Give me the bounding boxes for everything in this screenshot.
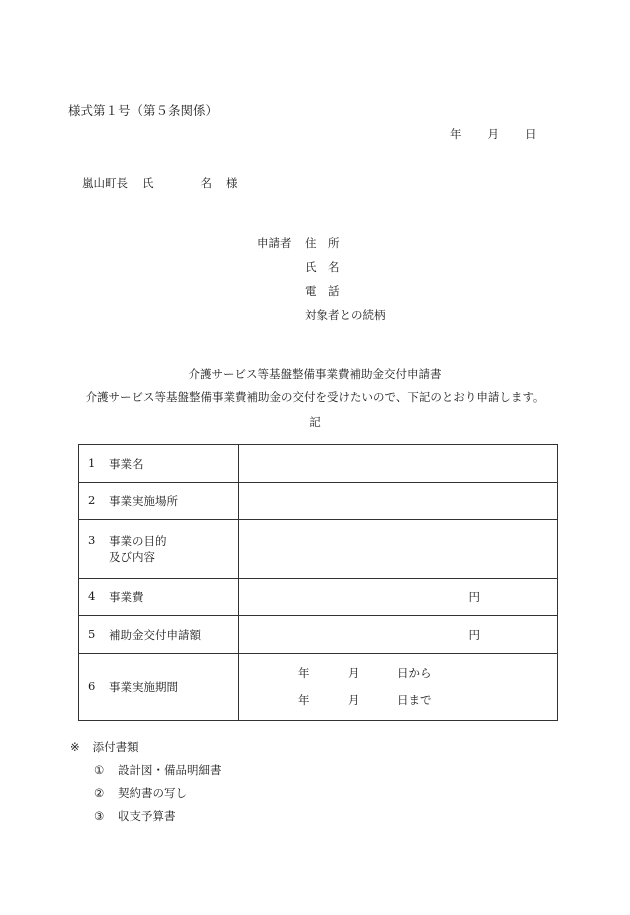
project-purpose-field[interactable] bbox=[239, 520, 558, 579]
period-start-suffix: 日から bbox=[397, 666, 432, 680]
addressee-surname: 氏 bbox=[142, 176, 154, 190]
row-label: 事業実施期間 bbox=[109, 680, 178, 694]
addressee bbox=[82, 175, 238, 191]
period-start bbox=[239, 660, 557, 687]
yen-unit: 円 bbox=[468, 590, 480, 604]
table-row bbox=[79, 616, 558, 654]
attachment-item bbox=[94, 808, 176, 824]
addressee-honorific: 様 bbox=[226, 176, 238, 190]
row-label: 事業の目的 bbox=[109, 534, 167, 548]
attachment-label: 収支予算書 bbox=[118, 809, 176, 823]
attachment-label: 契約書の写し bbox=[118, 786, 187, 800]
attachments-heading-label: 添付書類 bbox=[92, 740, 139, 754]
form-number: 様式第１号（第５条関係） bbox=[68, 103, 219, 118]
row-label: 事業名 bbox=[109, 456, 144, 471]
attachment-mark: ② bbox=[94, 786, 105, 800]
date-year: 年 bbox=[450, 127, 462, 141]
project-cost-field[interactable] bbox=[239, 579, 558, 616]
row-number: 1 bbox=[88, 455, 96, 470]
period-start-month: 月 bbox=[348, 666, 360, 680]
reference-mark: ※ bbox=[70, 740, 80, 754]
intro-text: 介護サービス等基盤整備事業費補助金の交付を受けたいので、下記のとおり申請します。 bbox=[85, 390, 545, 404]
period-start-year: 年 bbox=[298, 666, 310, 680]
applicant-phone-label: 電 話 bbox=[305, 284, 340, 298]
date-month: 月 bbox=[487, 127, 499, 141]
table-row bbox=[79, 445, 558, 483]
addressee-name: 名 bbox=[200, 176, 212, 190]
table-row bbox=[79, 520, 558, 579]
row-label: 事業費 bbox=[109, 590, 144, 604]
row-number: 6 bbox=[88, 679, 96, 693]
date-line bbox=[450, 126, 537, 142]
project-name-field[interactable] bbox=[239, 445, 558, 483]
row-label: 事業実施場所 bbox=[109, 494, 178, 508]
ki-marker: 記 bbox=[309, 415, 321, 429]
applicant-name-label: 氏 名 bbox=[305, 260, 340, 274]
attachment-item bbox=[94, 785, 187, 801]
applicant-label: 申請者 bbox=[257, 236, 292, 250]
applicant-relationship-label: 対象者との続柄 bbox=[305, 308, 386, 322]
row-number: 5 bbox=[88, 626, 96, 641]
attachment-mark: ① bbox=[94, 763, 105, 777]
row-number: 3 bbox=[88, 533, 96, 547]
row-label-cell bbox=[79, 483, 239, 520]
project-period-field[interactable] bbox=[239, 654, 558, 721]
attachment-label: 設計図・備品明細書 bbox=[118, 763, 222, 777]
date-day: 日 bbox=[525, 127, 537, 141]
row-label-line2: 及び内容 bbox=[109, 550, 155, 564]
period-end bbox=[239, 687, 557, 714]
row-label-cell bbox=[79, 445, 239, 483]
attachment-mark: ③ bbox=[94, 809, 105, 823]
table-row bbox=[79, 483, 558, 520]
row-label-cell bbox=[79, 579, 239, 616]
period-end-suffix: 日まで bbox=[397, 693, 432, 707]
row-label-cell bbox=[79, 520, 239, 579]
applicant-address-label: 住 所 bbox=[305, 236, 340, 250]
application-table bbox=[78, 444, 558, 721]
project-location-field[interactable] bbox=[239, 483, 558, 520]
attachments-heading bbox=[70, 739, 139, 755]
period-end-year: 年 bbox=[298, 693, 310, 707]
attachment-item bbox=[94, 762, 222, 778]
subsidy-amount-field[interactable] bbox=[239, 616, 558, 654]
row-number: 2 bbox=[88, 493, 96, 507]
yen-unit: 円 bbox=[468, 627, 480, 642]
document-title: 介護サービス等基盤整備事業費補助金交付申請書 bbox=[188, 367, 442, 381]
table-row bbox=[79, 654, 558, 721]
table-row bbox=[79, 579, 558, 616]
addressee-town-head: 嵐山町長 bbox=[82, 176, 128, 190]
row-label-cell bbox=[79, 616, 239, 654]
period-end-month: 月 bbox=[348, 693, 360, 707]
row-label-cell bbox=[79, 654, 239, 721]
row-number: 4 bbox=[88, 589, 96, 603]
row-label: 補助金交付申請額 bbox=[109, 627, 201, 642]
